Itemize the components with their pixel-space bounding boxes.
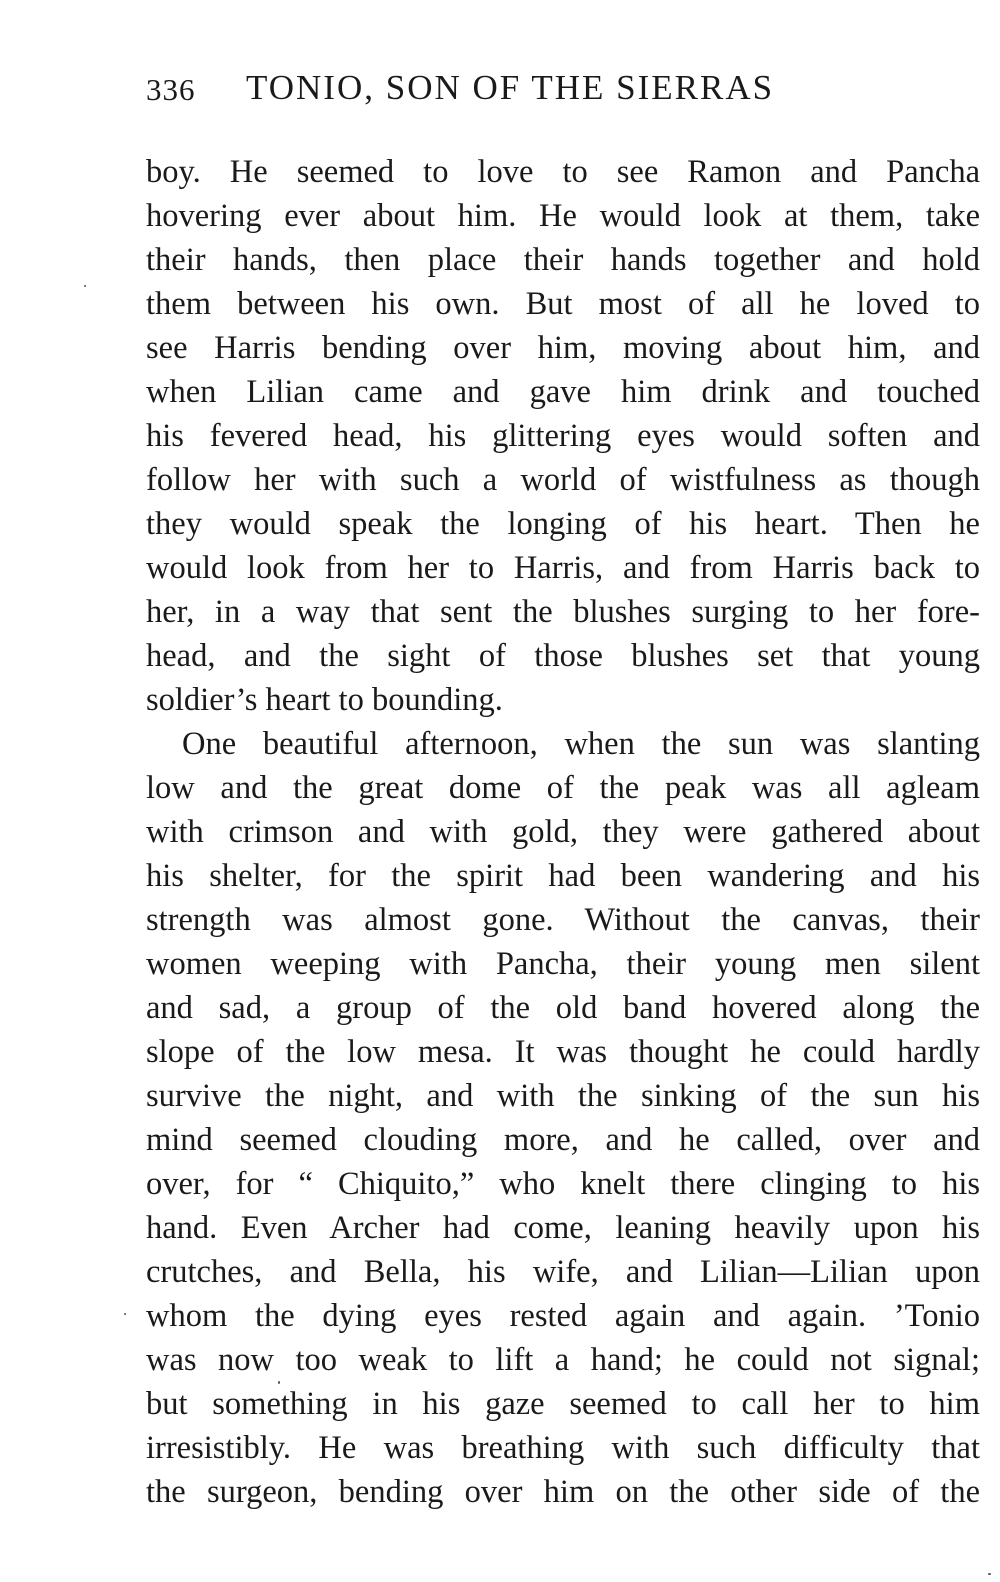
- text-line: slope of the low mesa. It was thought he could hardly: [146, 1034, 980, 1070]
- text-line: hovering ever about him. He would look at them, take: [146, 198, 980, 234]
- text-line: whom the dying eyes rested again and again. ’Tonio: [146, 1298, 980, 1334]
- text-line: crutches, and Bella, his wife, and Lilian—Lilian upon: [146, 1254, 980, 1290]
- text-line: his shelter, for the spirit had been wandering and his: [146, 858, 980, 894]
- text-line: his fevered head, his glittering eyes would soften and: [146, 418, 980, 454]
- paper-speck: [278, 1381, 280, 1384]
- text-line: see Harris bending over him, moving about him, and: [146, 330, 980, 366]
- body-text: [146, 150, 980, 1514]
- text-line: when Lilian came and gave him drink and touched: [146, 374, 980, 410]
- running-head: [146, 68, 980, 116]
- text-line: hand. Even Archer had come, leaning heavily upon his: [146, 1210, 980, 1246]
- text-line: but something in his gaze seemed to call her to him: [146, 1386, 980, 1422]
- paper-speck: [84, 285, 86, 287]
- text-line: her, in a way that sent the blushes surging to her fore-: [146, 594, 980, 630]
- text-line: them between his own. But most of all he loved to: [146, 286, 980, 322]
- text-line: they would speak the longing of his heart. Then he: [146, 506, 980, 542]
- text-line: low and the great dome of the peak was all agleam: [146, 770, 980, 806]
- text-line: follow her with such a world of wistfulness as though: [146, 462, 980, 498]
- text-line: was now too weak to lift a hand; he could not signal;: [146, 1342, 980, 1378]
- text-line: One beautiful afternoon, when the sun was slanting: [182, 726, 980, 762]
- text-line: would look from her to Harris, and from Harris back to: [146, 550, 980, 586]
- text-line: women weeping with Pancha, their young men silent: [146, 946, 980, 982]
- running-title: TONIO, SON OF THE SIERRAS: [246, 68, 775, 107]
- paragraph-1: [146, 150, 980, 722]
- text-line: over, for “ Chiquito,” who knelt there clinging to his: [146, 1166, 980, 1202]
- text-line: and sad, a group of the old band hovered along the: [146, 990, 980, 1026]
- text-line: irresistibly. He was breathing with such difficulty that: [146, 1430, 980, 1466]
- text-line: head, and the sight of those blushes set that young: [146, 638, 980, 674]
- text-line: survive the night, and with the sinking of the sun his: [146, 1078, 980, 1114]
- text-line: mind seemed clouding more, and he called, over and: [146, 1122, 980, 1158]
- paper-speck: [988, 1573, 991, 1575]
- text-line: the surgeon, bending over him on the other side of the: [146, 1474, 980, 1510]
- page-number: 336: [146, 72, 196, 107]
- paper-speck: [124, 1313, 126, 1315]
- text-line: their hands, then place their hands together and hold: [146, 242, 980, 278]
- text-line: strength was almost gone. Without the canvas, their: [146, 902, 980, 938]
- text-line: soldier’s heart to bounding.: [146, 682, 503, 718]
- paragraph-2: [146, 722, 980, 1514]
- text-line: with crimson and with gold, they were gathered about: [146, 814, 980, 850]
- text-line: boy. He seemed to love to see Ramon and Pancha: [146, 154, 980, 190]
